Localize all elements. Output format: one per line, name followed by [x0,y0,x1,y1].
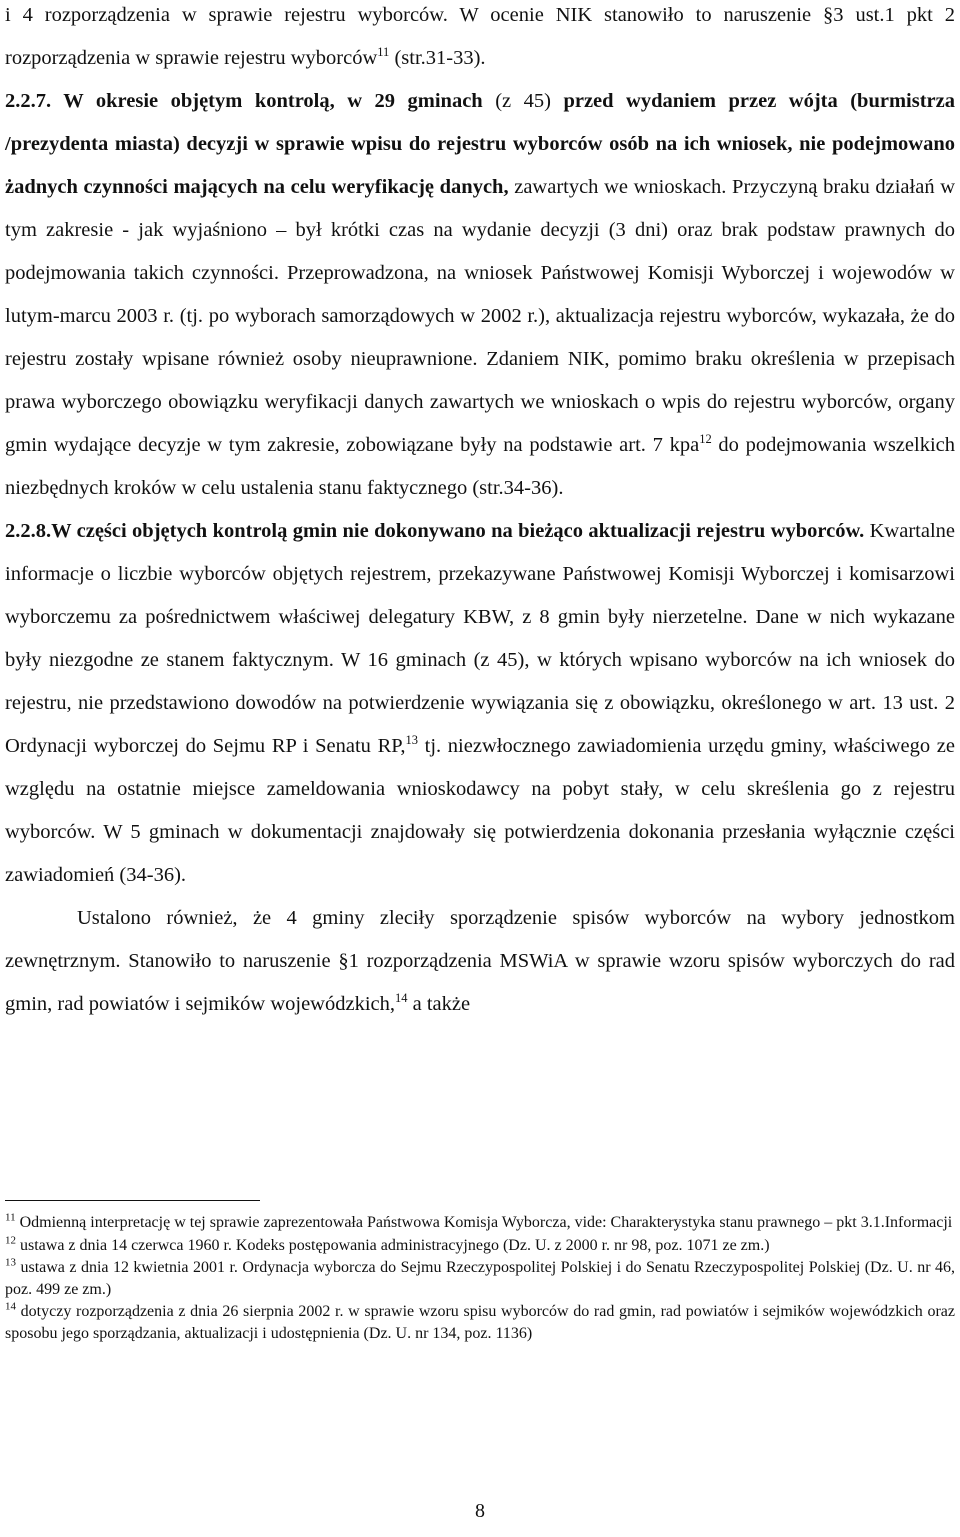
section-2-2-8-heading: 2.2.8.W części objętych kontrolą gmin nie dokonywano na bieżąco aktualizacji rejestru wyborców. [5,520,865,542]
paragraph-last: Ustalono również, że 4 gminy zleciły sporządzenie spisów wyborców na wybory jednostkom zewnętrznym. Stanowiło to naruszenie §1 rozporządzenia MSWiA w sprawie wzoru spisów wyborczych do rad gmin, rad powiatów i sejmików wojewódzkich,$^{14}$ a także [5,907,955,1015]
footnote-14: $^{14}$ dotyczy rozporządzenia z dnia 26 sierpnia 2002 r. w sprawie wzoru spisu wyborców do rad gmin, rad powiatów i sejmików wojewódzkich oraz sposobu jego sporządzania, aktualizacji i udostępnienia (Dz. U. nr 134, poz. 1136) [5,1300,955,1342]
footnote-11: $^{11}$ Odmienną interpretację w tej sprawie zaprezentowała Państwowa Komisja Wyborcza, vide: Charakterystyka stanu prawnego – pkt 3.1.Informacji [5,1211,953,1231]
footnote-ref-12[interactable]: 12 [699,432,712,447]
footnote-12: $^{12}$ ustawa z dnia 14 czerwca 1960 r. Kodeks postępowania administracyjnego (Dz. U. z 2000 r. nr 98, poz. 1071 ze zm.) [5,1234,770,1254]
footnote-ref-11[interactable]: 11 [377,45,390,60]
page-number: 8 [475,1500,485,1522]
footnote-ref-13[interactable]: 13 [405,733,418,748]
footnotes [5,1212,955,1345]
footnote-13: $^{13}$ ustawa z dnia 12 kwietnia 2001 r. Ordynacja wyborcza do Sejmu Rzeczypospolitej Polskiej i do Senatu Rzeczypospolitej Polskiej (Dz. U. nr 46, poz. 499 ze zm.) [5,1256,955,1298]
section-2-2-7: 2.2.7. W okresie objętym kontrolą, w 29 gminach (z 45) przed wydaniem przez wójta (burmistrza /prezydenta miasta) decyzji w sprawie wpisu do rejestru wyborców osób na ich wniosek, nie podejmowano żadnych czynności mających na celu weryfikację danych, zawartych we wnioskach. Przyczyną braku działań w tym zakresie - jak wyjaśniono – był krótki czas na wydanie decyzji (3 dni) oraz brak podstaw prawnych do podejmowania takich czynności. Przeprowadzona, na wniosek Państwowej Komisji Wyborczej i wojewodów w lutym-marcu 2003 r. (tj. po wyborach samorządowych w 2002 r.), aktualizacja rejestru wyborców, wykazała, że do rejestru zostały wpisane również osoby nieuprawnione. Zdaniem NIK, pomimo braku określenia w przepisach prawa wyborczego obowiązku weryfikacji danych zawartych we wnioskach o wpis do rejestru wyborców, organy gmin wydające decyzje w tym zakresie, zobowiązane były na podstawie art. 7 kpa$^{12}$ do podejmowania wszelkich niezbędnych kroków w celu ustalenia stanu faktycznego (str.34-36). [5,90,956,499]
paragraph-continuation: i 4 rozporządzenia w sprawie rejestru wyborców. W ocenie NIK stanowiło to naruszenie §3 ust.1 pkt 2 rozporządzenia w sprawie rejestru wyborców$^{11}$ (str.31-33). [5,4,955,69]
footnote-ref-14[interactable]: 14 [395,991,408,1006]
footnote-separator [5,1200,260,1201]
main-text [5,0,955,1026]
section-2-2-7-heading: 2.2.7. W okresie objętym kontrolą, w 29 gminach [5,90,483,112]
section-2-2-8: 2.2.8.W części objętych kontrolą gmin nie dokonywano na bieżąco aktualizacji rejestru wyborców. Kwartalne informacje o liczbie wyborców objętych rejestrem, przekazywane Państwowej Komisji Wyborczej i komisarzowi wyborczemu za pośrednictwem właściwej delegatury KBW, z 8 gmin były nierzetelne. Dane w nich wykazane były niezgodne ze stanem faktycznym. W 16 gminach (z 45), w których wpisano wyborców na ich wniosek do rejestru, nie przedstawiono dowodów na potwierdzenie wywiązania się z obowiązku, określonego w art. 13 ust. 2 Ordynacji wyborczej do Sejmu RP i Senatu RP,$^{13}$ tj. niezwłocznego zawiadomienia urzędu gminy, właściwego ze względu na ostatnie miejsce zameldowania wnioskodawcy na pobyt stały, w celu skreślenia go z rejestru wyborców. W 5 gminach w dokumentacji znajdowały się potwierdzenia dokonania przesłania wyłącznie części zawiadomień (34-36). [5,520,956,886]
